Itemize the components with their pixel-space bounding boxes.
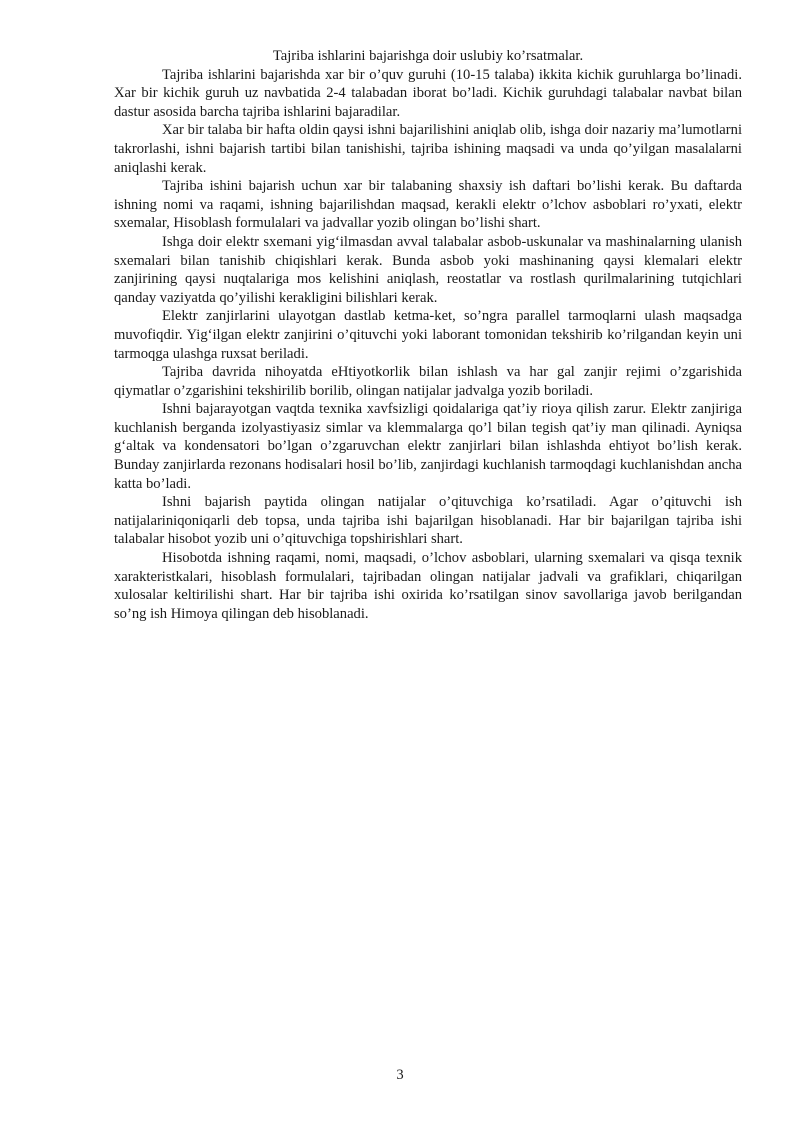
paragraph: Ishni bajarayotgan vaqtda texnika xavfsizligi qoidalariga qat’iy rioya qilish zarur. Elektr zanjiriga kuchlanish berganda izolyastiyasiz simlar va klemmalarga qo’l bilan tegish qat’iy man qilinadi. Ayniqsa g‘altak va kondensatori bo’lgan o’zgaruvchan elektr zanjirlari bilan ishlashda ehtiyot bo’lish kerak. Bunday zanjirlarda rezonans hodisalari hosil bo’lib, zanjirdagi kuchlanish tarmoqdagi kuchlanishdan ancha katta bo’ladi. <box>114 401 742 492</box>
document-body <box>114 47 742 623</box>
paragraph: Ishni bajarish paytida olingan natijalar o’qituvchiga ko’rsatiladi. Agar o’qituvchi ish natijalariniqoniqarli deb topsa, unda tajriba ishi bajarilgan hisoblanadi. Har bir bajarilgan tajriba ishi talabalar hisobot yozib uni o’qituvchiga topshirishlari shart. <box>114 494 742 548</box>
paragraph: Ishga doir elektr sxemani yig‘ilmasdan avval talabalar asbob-uskunalar va mashinalarning ulanish sxemalari bilan tanishib chiqishlari kerak. Bunda asbob yoki mashinaning qaysi klemalari elektr zanjirining qaysi nuqtalariga mos kelishini aniqlash, reostatlar va rostlash qurilmalarining tutqichlari qanday vaziyatda qo’yilishi kerakligini bilishlari kerak. <box>114 233 742 306</box>
document-title: Tajriba ishlarini bajarishga doir uslubiy ko’rsatmalar. <box>272 48 584 64</box>
paragraph: Xar bir talaba bir hafta oldin qaysi ishni bajarilishini aniqlab olib, ishga doir nazariy ma’lumotlarni takrorlashi, ishni bajarish tartibi bilan tanishishi, tajriba ishining maqsadi va unda qo’yilgan masalalarni aniqlashi kerak. <box>114 122 742 176</box>
page-number: 3 <box>396 1067 404 1083</box>
paragraph: Tajriba ishini bajarish uchun xar bir talabaning shaxsiy ish daftari bo’lishi kerak. Bu daftarda ishning nomi va raqami, ishning bajarilishdan maqsad, kerakli elektr o’lchov asboblari ro’yxati, elektr sxemalar, Hisoblash formulalari va jadvallar yozib olingan bo’lishi shart. <box>114 178 742 232</box>
paragraph: Elektr zanjirlarini ulayotgan dastlab ketma-ket, so’ngra parallel tarmoqlarni ulash maqsadga muvofiqdir. Yig‘ilgan elektr zanjirini o’qituvchi yoki laborant tomonidan tekshirib ko’rilgandan keyin uni tarmoqga ulashga ruxsat beriladi. <box>114 308 742 362</box>
paragraph: Tajriba davrida nihoyatda eHtiyotkorlik bilan ishlash va har gal zanjir rejimi o’zgarishida qiymatlar o’zgarishini tekshirilib borilib, olingan natijalar jadvalga yozib boriladi. <box>114 364 742 399</box>
paragraph: Hisobotda ishning raqami, nomi, maqsadi, o’lchov asboblari, ularning sxemalari va qisqa texnik xarakteristkalari, hisoblash formulalari, tajribadan olingan natijalar jadvali va grafiklari, chiqarilgan xulosalar keltirilishi shart. Har bir tajriba ishi oxirida ko’rsatilgan sinov savollariga javob berilgandan so’ng ish Himoya qilingan deb hisoblanadi. <box>114 550 742 622</box>
paragraph: Tajriba ishlarini bajarishda xar bir o’quv guruhi (10-15 talaba) ikkita kichik guruhlarga bo’linadi. Xar bir kichik guruh uz navbatida 2-4 talabadan iborat bo’ladi. Kichik guruhdagi talabalar navbat bilan dastur asosida barcha tajriba ishlarini bajaradilar. <box>114 66 742 120</box>
